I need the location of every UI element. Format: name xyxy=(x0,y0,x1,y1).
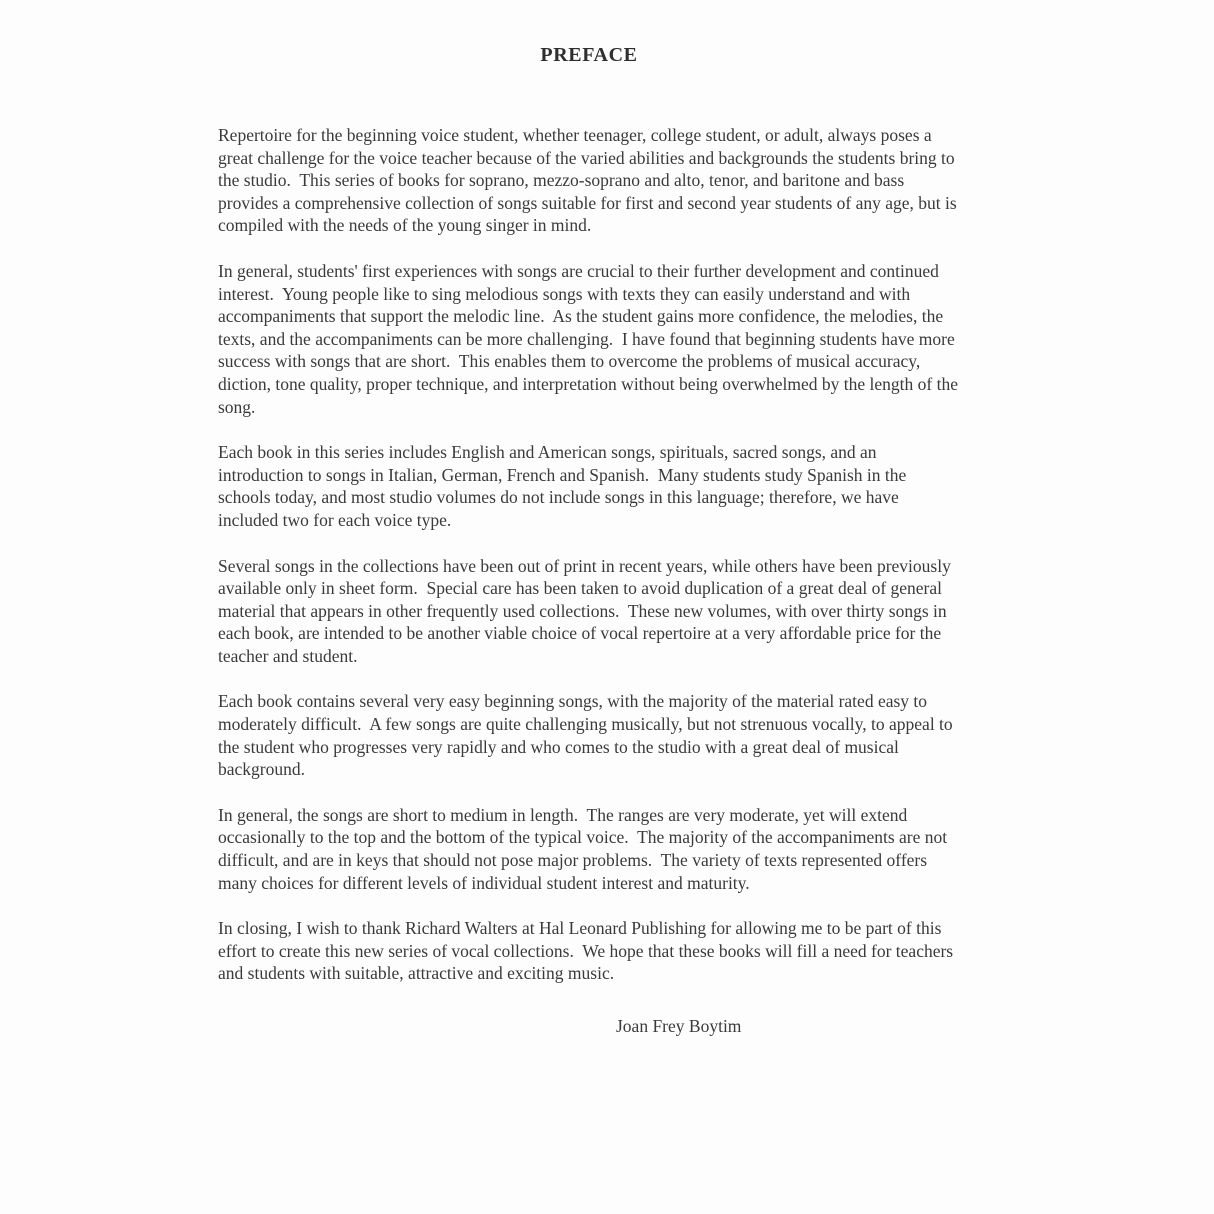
paragraph-2: In general, students' first experiences with songs are crucial to their further development and continued interest. Young people like to sing melodious songs with texts they can easily understand and with accompaniments that support the melodic line. As the student gains more confidence, the melodies, the texts, and the accompaniments can be more challenging. I have found that beginning students have more success with songs that are short. This enables them to overcome the problems of musical accuracy, diction, tone quality, proper technique, and interpretation without being overwhelmed by the length of the song. xyxy=(218,260,963,417)
author-signature: Joan Frey Boytim xyxy=(616,1016,742,1036)
paragraph-4: Several songs in the collections have been out of print in recent years, while others have been previously available only in sheet form. Special care has been taken to avoid duplication of a great deal of general material that appears in other frequently used collections. These new volumes, with over thirty songs in each book, are intended to be another viable choice of vocal repertoire at a very affordable price for the teacher and student. xyxy=(218,555,956,666)
paragraph-3: Each book in this series includes English and American songs, spirituals, sacred songs, and an introduction to songs in Italian, German, French and Spanish. Many students study Spanish in the schools today, and most studio volumes do not include songs in this language; therefore, we have included two for each voice type. xyxy=(218,442,911,530)
text-column xyxy=(218,0,963,1038)
preface-body xyxy=(218,124,963,985)
paragraph-6: In general, the songs are short to medium in length. The ranges are very moderate, yet will extend occasionally to the top and the bottom of the typical voice. The majority of the accompaniments are not difficult, and are in keys that should not pose major problems. The variety of texts represented offers many choices for different levels of individual student interest and maturity. xyxy=(218,804,952,893)
paragraph-7: In closing, I wish to thank Richard Walters at Hal Leonard Publishing for allowing me to be part of this effort to create this new series of vocal collections. We hope that these books will fill a need for teachers and students with suitable, attractive and exciting music. xyxy=(218,918,958,984)
paragraph-5: Each book contains several very easy beginning songs, with the majority of the material rated easy to moderately difficult. A few songs are quite challenging musically, but not strenuous vocally, to appeal to the student who progresses very rapidly and who comes to the studio with a great deal of musical background. xyxy=(218,691,958,780)
page-title: PREFACE xyxy=(540,44,638,66)
paragraph-1: Repertoire for the beginning voice student, whether teenager, college student, or adult, always poses a great challenge for the voice teacher because of the varied abilities and backgrounds the students bring to the studio. This series of books for soprano, mezzo-soprano and alto, tenor, and baritone and bass provides a comprehensive collection of songs suitable for first and second year students of any age, but is compiled with the needs of the young singer in mind. xyxy=(218,125,962,236)
